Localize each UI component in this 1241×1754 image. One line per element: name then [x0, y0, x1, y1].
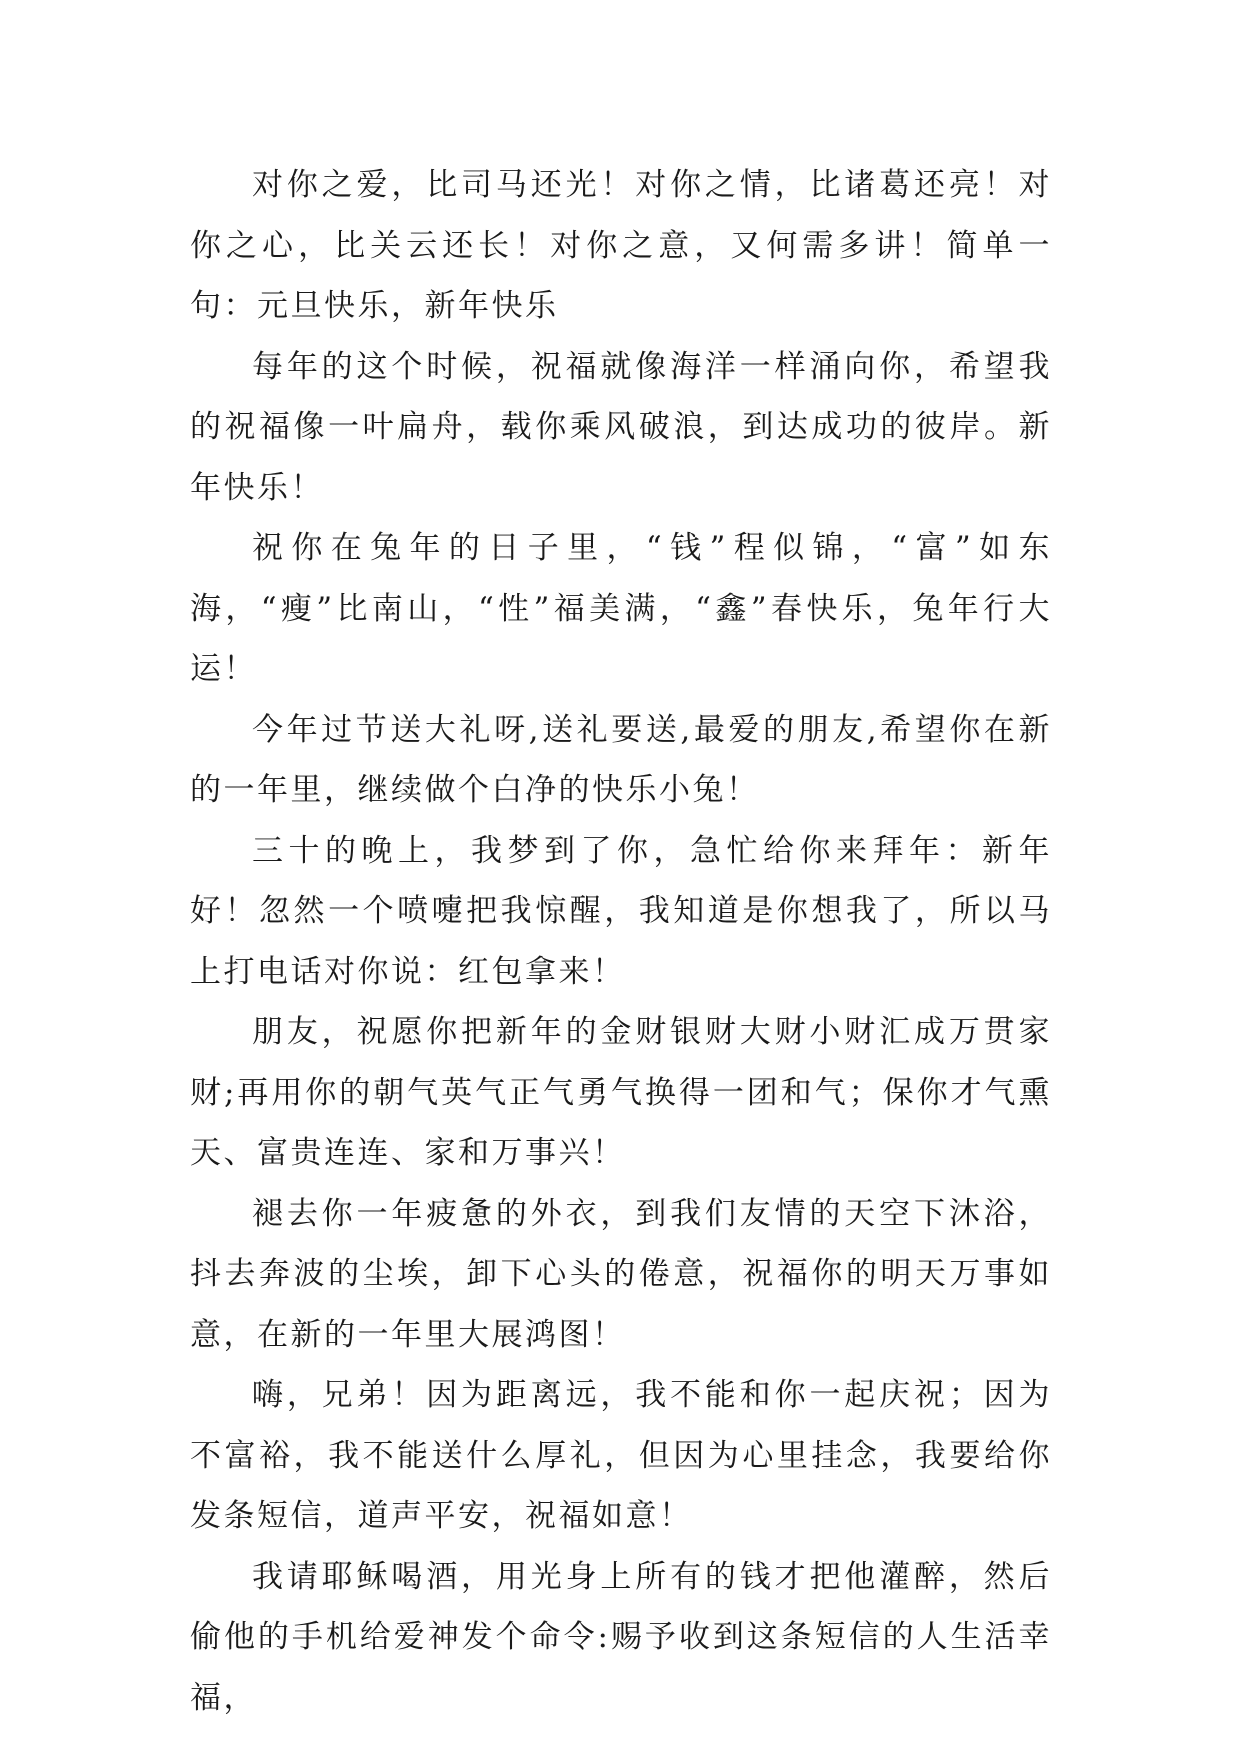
paragraph: 嗨，兄弟！因为距离远，我不能和你一起庆祝；因为不富裕，我不能送什么厚礼，但因为心里挂念，我要给你发条短信，道声平安，祝福如意！: [190, 1377, 1052, 1534]
paragraph: 我请耶稣喝酒，用光身上所有的钱才把他灌醉，然后偷他的手机给爱神发个命令:赐予收到这条短信的人生活幸福，: [190, 1558, 1052, 1716]
document-body: [190, 155, 1052, 1728]
paragraph: 每年的这个时候，祝福就像海洋一样涌向你，希望我的祝福像一叶扁舟，载你乘风破浪，到达成功的彼岸。新年快乐！: [190, 348, 1052, 506]
paragraph: 祝你在兔年的日子里，“钱”程似锦，“富”如东海，“瘦”比南山，“性”福美满，“鑫”春快乐，兔年行大运！: [190, 530, 1053, 687]
paragraph: 今年过节送大礼呀,送礼要送,最爱的朋友,希望你在新的一年里，继续做个白净的快乐小兔！: [190, 711, 1052, 808]
paragraph: 褪去你一年疲惫的外衣，到我们友情的天空下沐浴，抖去奔波的尘埃，卸下心头的倦意，祝福你的明天万事如意，在新的一年里大展鸿图！: [190, 1195, 1052, 1353]
paragraph: 对你之爱，比司马还光！对你之情，比诸葛还亮！对你之心，比关云还长！对你之意，又何需多讲！简单一句：元旦快乐，新年快乐: [190, 167, 1052, 324]
paragraph: 朋友，祝愿你把新年的金财银财大财小财汇成万贯家财;再用你的朝气英气正气勇气换得一团和气；保你才气熏天、富贵连连、家和万事兴！: [190, 1014, 1052, 1171]
paragraph: 三十的晚上，我梦到了你，急忙给你来拜年：新年好！忽然一个喷嚏把我惊醒，我知道是你想我了，所以马上打电话对你说：红包拿来！: [190, 832, 1052, 990]
